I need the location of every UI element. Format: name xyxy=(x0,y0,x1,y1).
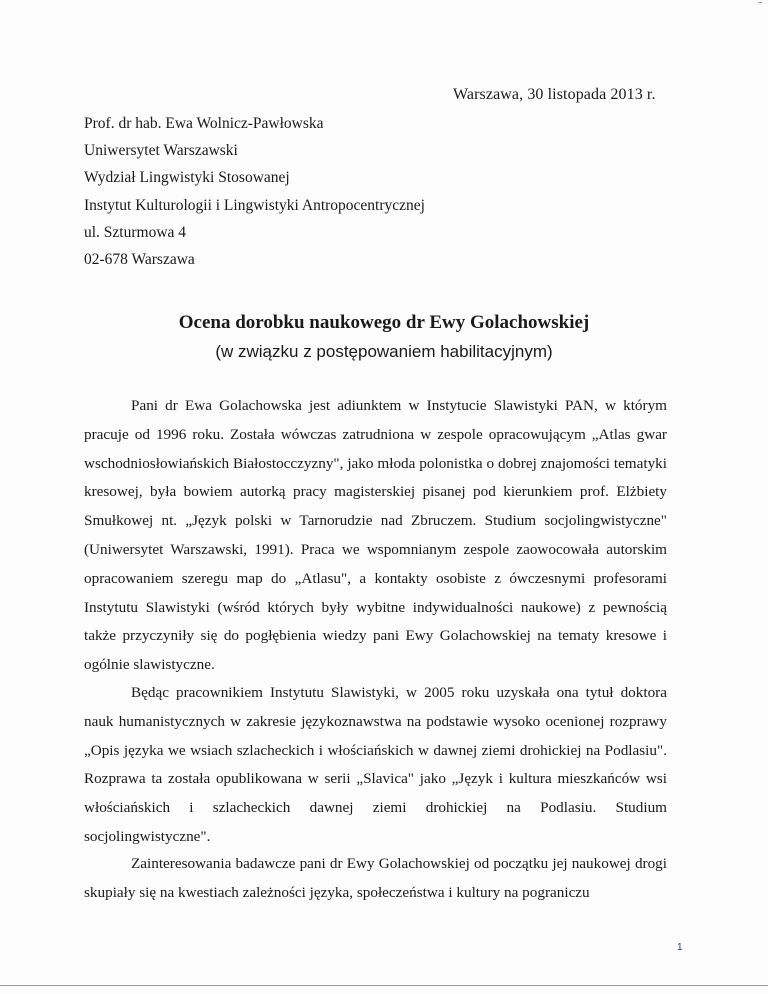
body-paragraph-3: Zainteresowania badawcze pani dr Ewy Golachowskiej od początku jej naukowej drogi skupiały się na kwestiach zależności języka, społeczeństwa i kultury na pograniczu xyxy=(84,855,667,901)
body-paragraph-block xyxy=(84,392,667,680)
body-paragraph-2: Będąc pracownikiem Instytutu Slawistyki, w 2005 roku uzyskała ona tytuł doktora nauk humanistycznych w zakresie językoznawstwa na podstawie wysoko ocenionej rozprawy „Opis języka we wsiach szlacheckich i włościańskich w dawnej ziemi drohickiej na Podlasiu". Rozprawa ta została opublikowana w serii „Slavica" jako „Język i kultura mieszkańców wsi włościańskich i szlacheckich dawnej ziemi drohickiej na Podlasiu. Studium socjolingwistyczne". xyxy=(84,684,667,845)
page-number: 1 xyxy=(677,942,683,953)
body-paragraph-block xyxy=(84,850,667,908)
address-line-institute: Instytut Kulturologii i Lingwistyki Antropocentrycznej xyxy=(84,196,425,214)
document-subtitle: (w związku z postępowaniem habilitacyjnym) xyxy=(215,342,553,361)
scan-edge-line xyxy=(0,985,768,986)
scan-mark xyxy=(759,2,762,3)
address-line-university: Uniwersytet Warszawski xyxy=(84,142,238,160)
address-line-faculty: Wydział Lingwistyki Stosowanej xyxy=(84,169,290,187)
body-paragraph-block xyxy=(84,679,667,852)
document-title: Ocena dorobku naukowego dr Ewy Golachowskiej xyxy=(178,312,590,333)
letter-date: Warszawa, 30 listopada 2013 r. xyxy=(453,86,656,103)
address-line-street: ul. Szturmowa 4 xyxy=(84,223,187,241)
body-paragraph-1: Pani dr Ewa Golachowska jest adiunktem w Instytucie Slawistyki PAN, w którym pracuje od 1996 roku. Została wówczas zatrudniona w zespole opracowującym „Atlas gwar wschodniosłowiańskich Białostocczyzny", jako młoda polonistka o dobrej znajomości tematyki kresowej, była bowiem autorką pracy magisterskiej pisanej pod kierunkiem prof. Elżbiety Smułkowej nt. „Język polski w Tarnorudzie nad Zbruczem. Studium socjolingwistyczne" (Uniwersytet Warszawski, 1991). Praca we wspomnianym zespole zaowocowała autorskim opracowaniem szeregu map do „Atlasu", a kontakty osobiste z ówczesnymi profesorami Instytutu Slawistyki (wśród których były wybitne indywidualności naukowe) z pewnością także przyczyniły się do pogłębienia wiedzy pani Ewy Golachowskiej na tematy kresowe i ogólnie slawistyczne. xyxy=(84,397,667,674)
address-line-name: Prof. dr hab. Ewa Wolnicz-Pawłowska xyxy=(84,115,324,132)
sender-address xyxy=(84,110,425,273)
address-line-city: 02-678 Warszawa xyxy=(84,251,195,269)
